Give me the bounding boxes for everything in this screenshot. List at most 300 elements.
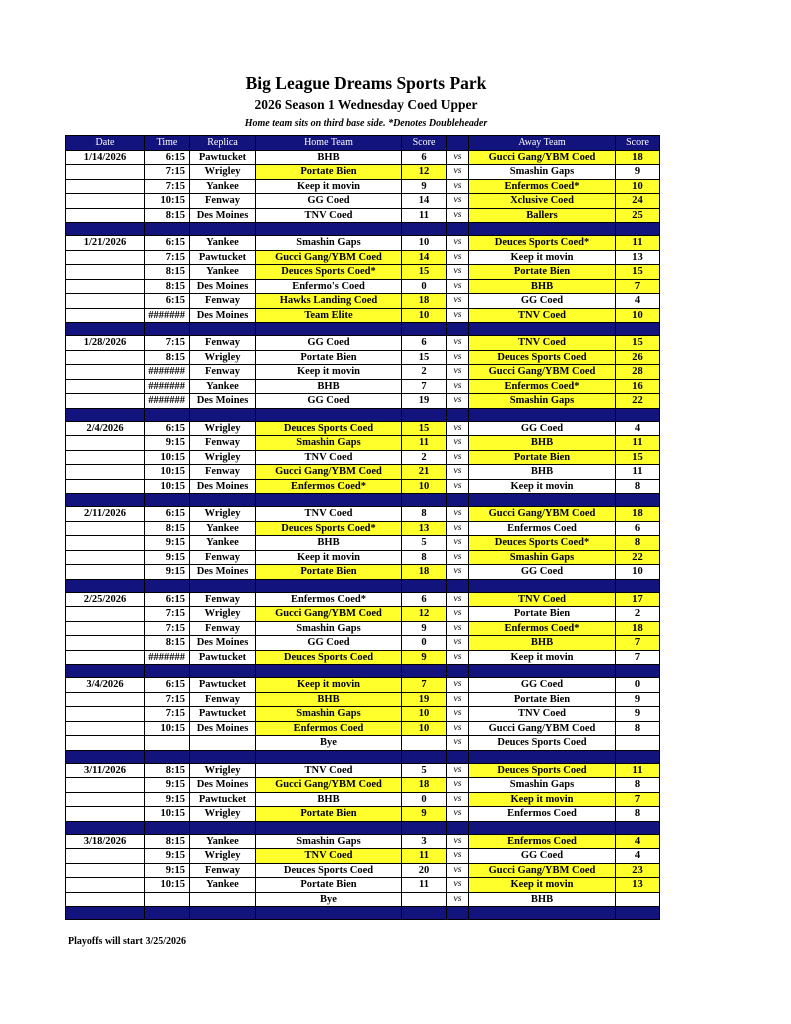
game-field: Pawtucket — [190, 250, 256, 265]
game-row — [66, 607, 660, 622]
separator-cell — [66, 223, 145, 236]
separator-cell — [66, 821, 145, 834]
game-row — [66, 536, 660, 551]
separator-cell — [447, 323, 469, 336]
home-score: 10 — [402, 236, 447, 251]
game-field: Des Moines — [190, 565, 256, 580]
away-team: Enfermos Coed* — [469, 621, 616, 636]
separator-cell — [190, 907, 256, 920]
game-time: 10:15 — [145, 450, 190, 465]
separator-cell — [447, 821, 469, 834]
schedule-body — [66, 150, 660, 920]
game-field: Yankee — [190, 236, 256, 251]
game-date — [66, 721, 145, 736]
page-note: Home team sits on third base side. *Denotes Doubleheader — [244, 118, 488, 129]
game-date — [66, 650, 145, 665]
separator-cell — [145, 223, 190, 236]
game-time: 6:15 — [145, 150, 190, 165]
separator-cell — [469, 494, 616, 507]
separator-cell — [145, 408, 190, 421]
home-score: 11 — [402, 849, 447, 864]
game-date — [66, 265, 145, 280]
away-team: Deuces Sports Coed — [469, 350, 616, 365]
separator-cell — [256, 665, 402, 678]
game-field: Yankee — [190, 379, 256, 394]
separator-cell — [447, 223, 469, 236]
game-field: Wrigley — [190, 507, 256, 522]
home-score: 8 — [402, 507, 447, 522]
away-team: GG Coed — [469, 421, 616, 436]
game-time: 6:15 — [145, 236, 190, 251]
home-score: 11 — [402, 436, 447, 451]
home-team: TNV Coed — [256, 450, 402, 465]
game-date: 2/4/2026 — [66, 421, 145, 436]
away-score: 23 — [616, 863, 660, 878]
separator-cell — [66, 907, 145, 920]
away-score: 7 — [616, 792, 660, 807]
home-team: Enfermo's Coed — [256, 279, 402, 294]
game-row — [66, 778, 660, 793]
separator-cell — [616, 494, 660, 507]
game-field: Wrigley — [190, 450, 256, 465]
home-score: 3 — [402, 834, 447, 849]
separator-cell — [616, 223, 660, 236]
away-team: Smashin Gaps — [469, 778, 616, 793]
game-time: 7:15 — [145, 692, 190, 707]
game-row — [66, 678, 660, 693]
home-score: 9 — [402, 621, 447, 636]
game-row — [66, 450, 660, 465]
game-time: 6:15 — [145, 592, 190, 607]
vs-label: vs — [447, 179, 469, 194]
separator-cell — [66, 750, 145, 763]
separator-cell — [66, 494, 145, 507]
separator-cell — [469, 323, 616, 336]
home-team: Team Elite — [256, 308, 402, 323]
game-row — [66, 379, 660, 394]
home-score: 6 — [402, 592, 447, 607]
game-time: 8:15 — [145, 265, 190, 280]
away-score: 15 — [616, 450, 660, 465]
home-team: BHB — [256, 379, 402, 394]
away-team: BHB — [469, 892, 616, 907]
separator-cell — [447, 494, 469, 507]
home-score: 13 — [402, 521, 447, 536]
home-team: Gucci Gang/YBM Coed — [256, 465, 402, 480]
separator-cell — [256, 579, 402, 592]
separator-cell — [616, 821, 660, 834]
vs-label: vs — [447, 692, 469, 707]
away-team: Gucci Gang/YBM Coed — [469, 507, 616, 522]
week-separator — [66, 750, 660, 763]
game-time: 7:15 — [145, 179, 190, 194]
game-row — [66, 336, 660, 351]
game-field: Fenway — [190, 592, 256, 607]
home-team: GG Coed — [256, 194, 402, 209]
home-team: Portate Bien — [256, 878, 402, 893]
home-score: 10 — [402, 721, 447, 736]
away-team: TNV Coed — [469, 308, 616, 323]
vs-label: vs — [447, 792, 469, 807]
game-date — [66, 465, 145, 480]
away-team: Deuces Sports Coed* — [469, 536, 616, 551]
away-score: 10 — [616, 308, 660, 323]
away-score: 24 — [616, 194, 660, 209]
game-time: ####### — [145, 650, 190, 665]
game-date — [66, 878, 145, 893]
home-team: Portate Bien — [256, 807, 402, 822]
home-score: 6 — [402, 150, 447, 165]
game-time: 7:15 — [145, 621, 190, 636]
home-score: 7 — [402, 678, 447, 693]
separator-cell — [190, 323, 256, 336]
away-team: Enfermos Coed — [469, 834, 616, 849]
page-subtitle: 2026 Season 1 Wednesday Coed Upper — [254, 97, 478, 112]
home-score: 12 — [402, 607, 447, 622]
game-field: Yankee — [190, 179, 256, 194]
away-score: 7 — [616, 636, 660, 651]
away-team: BHB — [469, 636, 616, 651]
game-field — [190, 892, 256, 907]
game-row — [66, 421, 660, 436]
separator-cell — [256, 750, 402, 763]
game-time: 9:15 — [145, 436, 190, 451]
vs-label: vs — [447, 308, 469, 323]
week-separator — [66, 408, 660, 421]
separator-cell — [447, 579, 469, 592]
game-field: Fenway — [190, 294, 256, 309]
away-team: Portate Bien — [469, 692, 616, 707]
separator-cell — [256, 494, 402, 507]
home-score: 7 — [402, 379, 447, 394]
game-date — [66, 250, 145, 265]
separator-cell — [402, 579, 447, 592]
game-field: Yankee — [190, 521, 256, 536]
home-team: TNV Coed — [256, 507, 402, 522]
game-date — [66, 436, 145, 451]
away-team: TNV Coed — [469, 336, 616, 351]
home-team: GG Coed — [256, 336, 402, 351]
game-field: Fenway — [190, 863, 256, 878]
home-team: TNV Coed — [256, 849, 402, 864]
game-field: Pawtucket — [190, 650, 256, 665]
away-score: 9 — [616, 165, 660, 180]
away-score: 10 — [616, 565, 660, 580]
vs-label: vs — [447, 721, 469, 736]
away-team: Smashin Gaps — [469, 550, 616, 565]
vs-label: vs — [447, 394, 469, 409]
game-row — [66, 592, 660, 607]
away-team: BHB — [469, 279, 616, 294]
home-team: Keep it movin — [256, 365, 402, 380]
game-field: Wrigley — [190, 350, 256, 365]
separator-cell — [469, 408, 616, 421]
game-row — [66, 308, 660, 323]
separator-cell — [256, 408, 402, 421]
separator-cell — [256, 907, 402, 920]
away-team: Gucci Gang/YBM Coed — [469, 863, 616, 878]
home-score: 12 — [402, 165, 447, 180]
away-score: 13 — [616, 250, 660, 265]
home-score: 2 — [402, 450, 447, 465]
separator-cell — [469, 907, 616, 920]
away-team: Enfermos Coed — [469, 521, 616, 536]
game-field: Des Moines — [190, 721, 256, 736]
away-score — [616, 892, 660, 907]
vs-label: vs — [447, 336, 469, 351]
vs-label: vs — [447, 521, 469, 536]
home-team: Keep it movin — [256, 550, 402, 565]
game-time: 7:15 — [145, 607, 190, 622]
game-date — [66, 892, 145, 907]
home-score: 19 — [402, 692, 447, 707]
away-score — [616, 736, 660, 751]
game-field: Pawtucket — [190, 707, 256, 722]
home-score: 11 — [402, 878, 447, 893]
col-header-home-score: Score — [402, 136, 447, 151]
vs-label: vs — [447, 807, 469, 822]
game-row — [66, 236, 660, 251]
game-row — [66, 465, 660, 480]
game-row — [66, 521, 660, 536]
vs-label: vs — [447, 536, 469, 551]
home-score: 18 — [402, 565, 447, 580]
separator-cell — [402, 665, 447, 678]
game-date — [66, 692, 145, 707]
separator-cell — [402, 323, 447, 336]
game-field: Fenway — [190, 621, 256, 636]
separator-cell — [145, 579, 190, 592]
home-score: 14 — [402, 194, 447, 209]
away-score: 4 — [616, 834, 660, 849]
home-score: 10 — [402, 479, 447, 494]
away-team: TNV Coed — [469, 592, 616, 607]
separator-cell — [616, 907, 660, 920]
game-field: Yankee — [190, 536, 256, 551]
game-field: Yankee — [190, 265, 256, 280]
home-team: Smashin Gaps — [256, 236, 402, 251]
away-team: Gucci Gang/YBM Coed — [469, 721, 616, 736]
game-date — [66, 807, 145, 822]
away-score: 2 — [616, 607, 660, 622]
away-team: TNV Coed — [469, 707, 616, 722]
separator-cell — [402, 750, 447, 763]
home-score: 9 — [402, 807, 447, 822]
col-header-date: Date — [66, 136, 145, 151]
away-score: 18 — [616, 150, 660, 165]
game-date — [66, 550, 145, 565]
game-date — [66, 863, 145, 878]
game-time: ####### — [145, 379, 190, 394]
away-team: Portate Bien — [469, 607, 616, 622]
game-field: Des Moines — [190, 279, 256, 294]
separator-cell — [616, 579, 660, 592]
separator-cell — [190, 665, 256, 678]
game-field: Yankee — [190, 878, 256, 893]
col-header-replica: Replica — [190, 136, 256, 151]
game-time: 10:15 — [145, 878, 190, 893]
game-row — [66, 365, 660, 380]
away-score: 11 — [616, 436, 660, 451]
game-time: 8:15 — [145, 636, 190, 651]
home-team: BHB — [256, 150, 402, 165]
away-score: 8 — [616, 721, 660, 736]
game-time: 8:15 — [145, 763, 190, 778]
away-team: GG Coed — [469, 294, 616, 309]
col-header-away-score: Score — [616, 136, 660, 151]
vs-label: vs — [447, 592, 469, 607]
game-field: Des Moines — [190, 636, 256, 651]
away-team: Deuces Sports Coed* — [469, 236, 616, 251]
away-team: Enfermos Coed* — [469, 179, 616, 194]
vs-label: vs — [447, 236, 469, 251]
vs-label: vs — [447, 450, 469, 465]
separator-cell — [145, 750, 190, 763]
game-date — [66, 621, 145, 636]
vs-label: vs — [447, 165, 469, 180]
game-field: Fenway — [190, 436, 256, 451]
vs-label: vs — [447, 150, 469, 165]
game-field: Fenway — [190, 550, 256, 565]
col-header-vs — [447, 136, 469, 151]
vs-label: vs — [447, 650, 469, 665]
away-team: GG Coed — [469, 565, 616, 580]
away-team: GG Coed — [469, 678, 616, 693]
away-score: 10 — [616, 179, 660, 194]
away-team: Keep it movin — [469, 650, 616, 665]
game-row — [66, 208, 660, 223]
away-team: Deuces Sports Coed — [469, 736, 616, 751]
home-team: Smashin Gaps — [256, 621, 402, 636]
away-score: 15 — [616, 265, 660, 280]
away-score: 9 — [616, 692, 660, 707]
game-date — [66, 279, 145, 294]
separator-cell — [402, 408, 447, 421]
game-row — [66, 479, 660, 494]
vs-label: vs — [447, 707, 469, 722]
home-score: 15 — [402, 265, 447, 280]
footer-note: Playoffs will start 3/25/2026 — [68, 936, 187, 947]
away-team: Smashin Gaps — [469, 165, 616, 180]
separator-cell — [447, 665, 469, 678]
vs-label: vs — [447, 678, 469, 693]
game-field: Des Moines — [190, 479, 256, 494]
week-separator — [66, 907, 660, 920]
game-time: 6:15 — [145, 294, 190, 309]
home-score: 5 — [402, 536, 447, 551]
home-team: Portate Bien — [256, 350, 402, 365]
game-date — [66, 707, 145, 722]
away-score: 11 — [616, 236, 660, 251]
game-date — [66, 179, 145, 194]
separator-cell — [469, 665, 616, 678]
away-score: 8 — [616, 479, 660, 494]
game-time: 10:15 — [145, 194, 190, 209]
home-team: Gucci Gang/YBM Coed — [256, 250, 402, 265]
game-time: 6:15 — [145, 678, 190, 693]
game-field: Fenway — [190, 692, 256, 707]
home-team: Smashin Gaps — [256, 834, 402, 849]
separator-cell — [402, 223, 447, 236]
home-team: Keep it movin — [256, 678, 402, 693]
col-header-home-team: Home Team — [256, 136, 402, 151]
away-team: Enfermos Coed* — [469, 379, 616, 394]
separator-cell — [145, 907, 190, 920]
away-score: 9 — [616, 707, 660, 722]
home-score: 15 — [402, 350, 447, 365]
game-row — [66, 165, 660, 180]
away-team: Gucci Gang/YBM Coed — [469, 365, 616, 380]
game-row — [66, 436, 660, 451]
page-title: Big League Dreams Sports Park — [245, 73, 487, 93]
separator-cell — [447, 907, 469, 920]
game-time — [145, 892, 190, 907]
game-date — [66, 208, 145, 223]
home-team: Keep it movin — [256, 179, 402, 194]
away-score: 15 — [616, 336, 660, 351]
separator-cell — [256, 223, 402, 236]
home-score: 9 — [402, 179, 447, 194]
away-score: 8 — [616, 536, 660, 551]
game-time: ####### — [145, 365, 190, 380]
away-score: 18 — [616, 507, 660, 522]
game-date — [66, 308, 145, 323]
vs-label: vs — [447, 863, 469, 878]
home-score: 8 — [402, 550, 447, 565]
home-team: Deuces Sports Coed* — [256, 265, 402, 280]
away-team: Deuces Sports Coed — [469, 763, 616, 778]
vs-label: vs — [447, 507, 469, 522]
away-team: Portate Bien — [469, 450, 616, 465]
game-time: 8:15 — [145, 279, 190, 294]
game-date: 3/4/2026 — [66, 678, 145, 693]
game-date — [66, 849, 145, 864]
game-time: 9:15 — [145, 863, 190, 878]
vs-label: vs — [447, 834, 469, 849]
game-time: 9:15 — [145, 778, 190, 793]
game-field: Fenway — [190, 194, 256, 209]
game-date — [66, 536, 145, 551]
home-team: Gucci Gang/YBM Coed — [256, 607, 402, 622]
home-team: Bye — [256, 892, 402, 907]
game-field: Des Moines — [190, 778, 256, 793]
home-team: Deuces Sports Coed — [256, 863, 402, 878]
separator-cell — [256, 821, 402, 834]
game-date — [66, 736, 145, 751]
game-date — [66, 778, 145, 793]
separator-cell — [616, 665, 660, 678]
game-row — [66, 194, 660, 209]
game-time: ####### — [145, 394, 190, 409]
away-team: Ballers — [469, 208, 616, 223]
separator-cell — [402, 494, 447, 507]
game-field: Yankee — [190, 834, 256, 849]
home-score: 18 — [402, 294, 447, 309]
game-row — [66, 736, 660, 751]
game-field: Des Moines — [190, 308, 256, 323]
home-team: Deuces Sports Coed — [256, 421, 402, 436]
game-time: 8:15 — [145, 521, 190, 536]
game-row — [66, 849, 660, 864]
week-separator — [66, 821, 660, 834]
away-score: 8 — [616, 807, 660, 822]
game-time: 6:15 — [145, 507, 190, 522]
game-row — [66, 150, 660, 165]
away-team: BHB — [469, 465, 616, 480]
game-row — [66, 863, 660, 878]
game-field: Des Moines — [190, 394, 256, 409]
home-score: 5 — [402, 763, 447, 778]
